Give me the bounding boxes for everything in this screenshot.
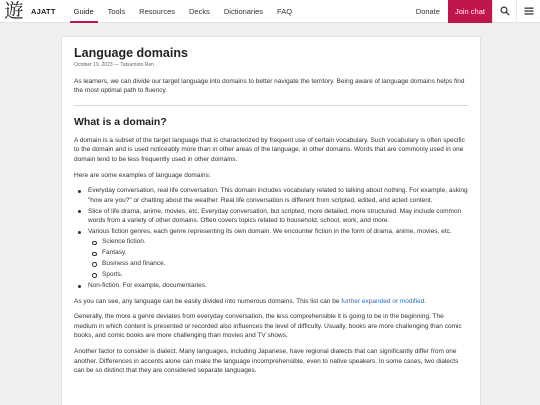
sub-list-item: Sports. bbox=[88, 270, 468, 279]
nav-actions bbox=[408, 0, 540, 23]
list-item: Slice of life drama, anime, movies, etc. Everyday conversation, but scripted, more detailed, more structured. May include common words from a variety of other domains. Often covers topics related to household, school, work, and more. bbox=[74, 207, 468, 226]
search-icon[interactable] bbox=[492, 0, 516, 23]
paragraph-text: As you can see, any language can be easily divided into numerous domains. This list can be bbox=[74, 297, 340, 305]
expansion-paragraph bbox=[74, 297, 468, 306]
dialect-paragraph: Another factor to consider is dialect. Many languages, including Japanese, have regional dialects that can significantly differ from one another. Differences in accents alone can make the language incomprehensible, even to native speakers. In some cases, two dialects can be so distinct that they are considered separate languages. bbox=[74, 348, 459, 374]
divider bbox=[74, 105, 468, 106]
post-meta: October 19, 2023 — Tatsumoto Ren bbox=[74, 62, 154, 68]
difficulty-paragraph: Generally, the more a genre deviates from everyday conversation, the less comprehensible it is going to be in the beginning. The medium in which content is presented or recorded also influences the level of difficulty. Usually, books are more challenging than comic books, and comic books are more challenging than movies and TV shows. bbox=[74, 313, 462, 340]
list-item-text: Various fiction genres, each genre representing its own domain. We encounter fiction in the form of drama, anime, movies, etc. bbox=[88, 228, 452, 236]
examples-lead: Here are some examples of language domains: bbox=[74, 171, 211, 179]
paragraph-text-end: . bbox=[424, 297, 427, 305]
fiction-genres-sublist bbox=[88, 237, 468, 279]
top-navbar bbox=[0, 0, 540, 23]
site-logo[interactable] bbox=[0, 0, 56, 23]
article-card bbox=[61, 36, 481, 405]
nav-item-tools[interactable]: Tools bbox=[107, 6, 126, 16]
sub-list-item: Science fiction. bbox=[88, 237, 468, 246]
list-item: Non-fiction. For example, documentaries. bbox=[74, 281, 468, 290]
nav-item-decks[interactable]: Decks bbox=[189, 6, 210, 16]
nav-item-guide[interactable]: Guide bbox=[67, 0, 101, 23]
further-expanded-link[interactable]: further expanded or modified bbox=[341, 297, 425, 305]
site-name: AJATT bbox=[31, 6, 56, 16]
list-item: Everyday conversation, real life conversation. This domain includes vocabulary related to talking about nothing. For example, asking "how are you?" or chatting about the weather. Real life conversation is different from scripted, edited, and acted content. bbox=[74, 186, 468, 205]
definition-paragraph: A domain is a subset of the target language that is characterized by frequent use of certain vocabulary. Such vocabulary is often specific to the domain and is used noticeably more than in other areas of the language, in other domains. Words that are commonly used in one domain tend to be less frequently used in other domains. bbox=[74, 136, 465, 163]
section-heading: What is a domain? bbox=[74, 115, 167, 128]
nav-item-dictionaries[interactable]: Dictionaries bbox=[223, 6, 264, 16]
hamburger-menu-icon[interactable] bbox=[516, 0, 540, 23]
sub-list-item: Business and finance. bbox=[88, 259, 468, 268]
sub-list-item: Fantasy. bbox=[88, 248, 468, 257]
donate-link[interactable]: Donate bbox=[415, 6, 440, 16]
join-chat-button[interactable]: Join chat bbox=[448, 0, 492, 23]
page-title: Language domains bbox=[74, 46, 188, 60]
domain-examples-list bbox=[74, 186, 468, 290]
list-item bbox=[74, 227, 468, 280]
logo-glyph: 遊 bbox=[4, 0, 24, 22]
nav-item-faq[interactable]: FAQ bbox=[277, 6, 293, 16]
intro-paragraph: As learners, we can divide our target language into domains to better navigate the territory. Being aware of language domains helps find the most optimal path to fluency. bbox=[74, 78, 465, 95]
main-nav bbox=[67, 0, 299, 23]
nav-item-resources[interactable]: Resources bbox=[139, 6, 176, 16]
